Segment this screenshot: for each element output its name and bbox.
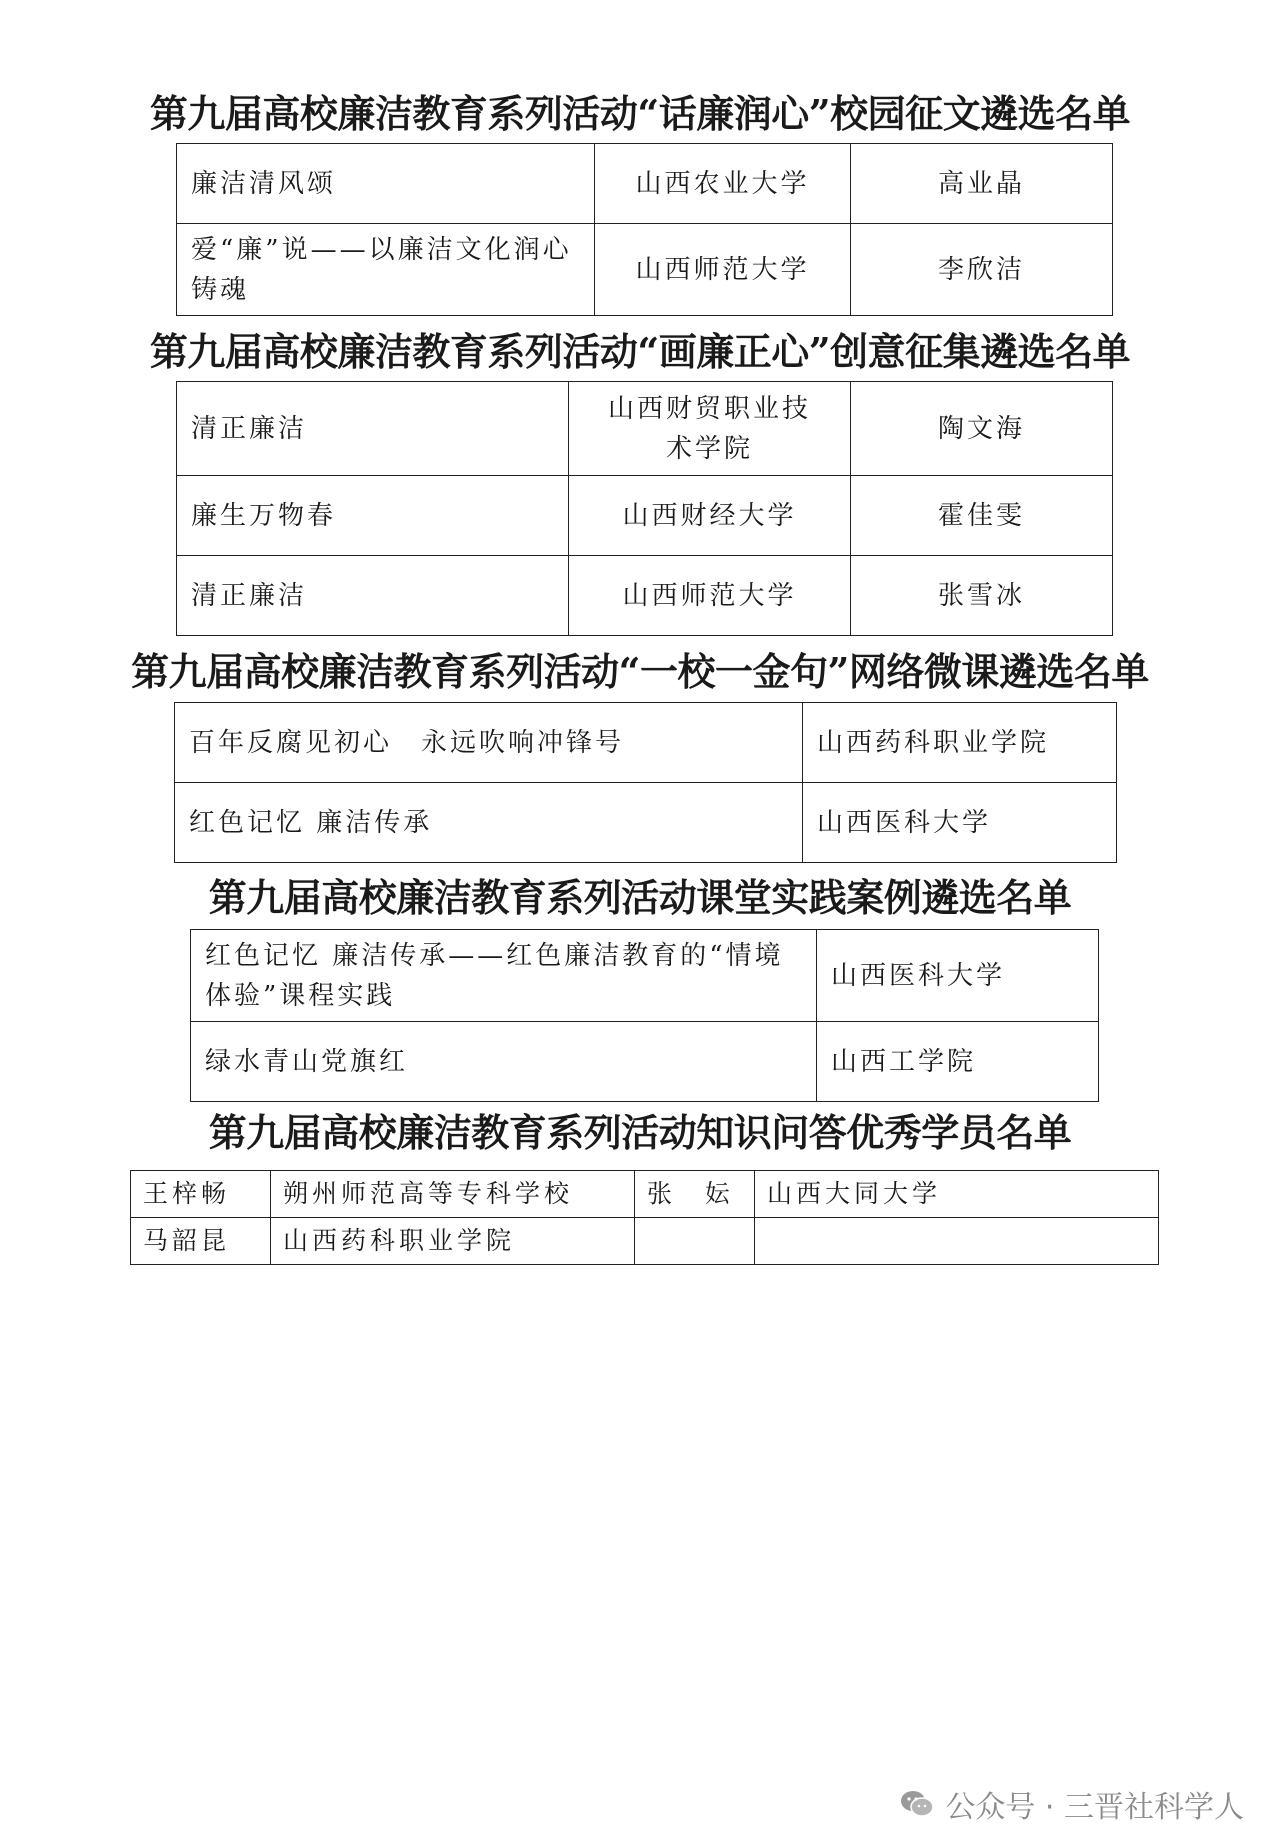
author-name: 高业晶 <box>851 144 1113 224</box>
school-name: 山西医科大学 <box>803 783 1117 863</box>
author-name: 霍佳雯 <box>851 476 1113 556</box>
school-name: 山西财经大学 <box>569 476 851 556</box>
work-title: 廉洁清风颂 <box>177 144 595 224</box>
work-title: 绿水青山党旗红 <box>191 1022 817 1102</box>
school-name: 山西工学院 <box>817 1022 1099 1102</box>
table-row <box>131 1218 1159 1265</box>
work-title: 廉生万物春 <box>177 476 569 556</box>
author-name: 李欣洁 <box>851 224 1113 316</box>
table-row <box>191 1022 1099 1102</box>
table-row <box>177 476 1113 556</box>
classroom-table <box>190 929 1099 1102</box>
table-row <box>175 703 1117 783</box>
school-name: 山西医科大学 <box>817 930 1099 1022</box>
table-row <box>177 144 1113 224</box>
work-title: 清正廉洁 <box>177 556 569 636</box>
student-name: 张 妘 <box>635 1171 755 1218</box>
student-name: 马韶昆 <box>131 1218 271 1265</box>
section-title-classroom: 第九届高校廉洁教育系列活动课堂实践案例遴选名单 <box>208 875 1072 920</box>
microcourse-table <box>174 702 1117 863</box>
quiz-table <box>130 1170 1159 1265</box>
school-name: 山西师范大学 <box>569 556 851 636</box>
wechat-icon <box>899 1789 935 1819</box>
table-row <box>175 783 1117 863</box>
footer-watermark <box>899 1782 1244 1826</box>
section-title-creative: 第九届高校廉洁教育系列活动“画廉正心”创意征集遴选名单 <box>149 329 1131 374</box>
school-name: 山西财贸职业技术学院 <box>569 382 851 476</box>
table-row <box>191 930 1099 1022</box>
work-title: 清正廉洁 <box>177 382 569 476</box>
table-row <box>177 224 1113 316</box>
work-title: 红色记忆 廉洁传承——红色廉洁教育的“情境体验”课程实践 <box>191 930 817 1022</box>
section-title-microcourse: 第九届高校廉洁教育系列活动“一校一金句”网络微课遴选名单 <box>131 649 1149 694</box>
school-name: 山西药科职业学院 <box>271 1218 635 1265</box>
table-row <box>177 382 1113 476</box>
school-name: 山西师范大学 <box>595 224 851 316</box>
work-title: 爱“廉”说——以廉洁文化润心铸魂 <box>177 224 595 316</box>
school-name: 山西药科职业学院 <box>803 703 1117 783</box>
section-title-essay: 第九届高校廉洁教育系列活动“话廉润心”校园征文遴选名单 <box>149 91 1131 136</box>
empty-cell <box>755 1218 1159 1265</box>
school-name: 山西大同大学 <box>755 1171 1159 1218</box>
school-name: 朔州师范高等专科学校 <box>271 1171 635 1218</box>
student-name: 王梓畅 <box>131 1171 271 1218</box>
work-title: 红色记忆 廉洁传承 <box>175 783 803 863</box>
author-name: 张雪冰 <box>851 556 1113 636</box>
empty-cell <box>635 1218 755 1265</box>
table-row <box>177 556 1113 636</box>
school-name: 山西农业大学 <box>595 144 851 224</box>
work-title: 百年反腐见初心 永远吹响冲锋号 <box>175 703 803 783</box>
section-title-quiz: 第九届高校廉洁教育系列活动知识问答优秀学员名单 <box>208 1110 1072 1155</box>
creative-table <box>176 381 1113 636</box>
essay-table <box>176 143 1113 316</box>
table-row <box>131 1171 1159 1218</box>
footer-text: 公众号 · 三晋社科学人 <box>945 1790 1244 1825</box>
author-name: 陶文海 <box>851 382 1113 476</box>
